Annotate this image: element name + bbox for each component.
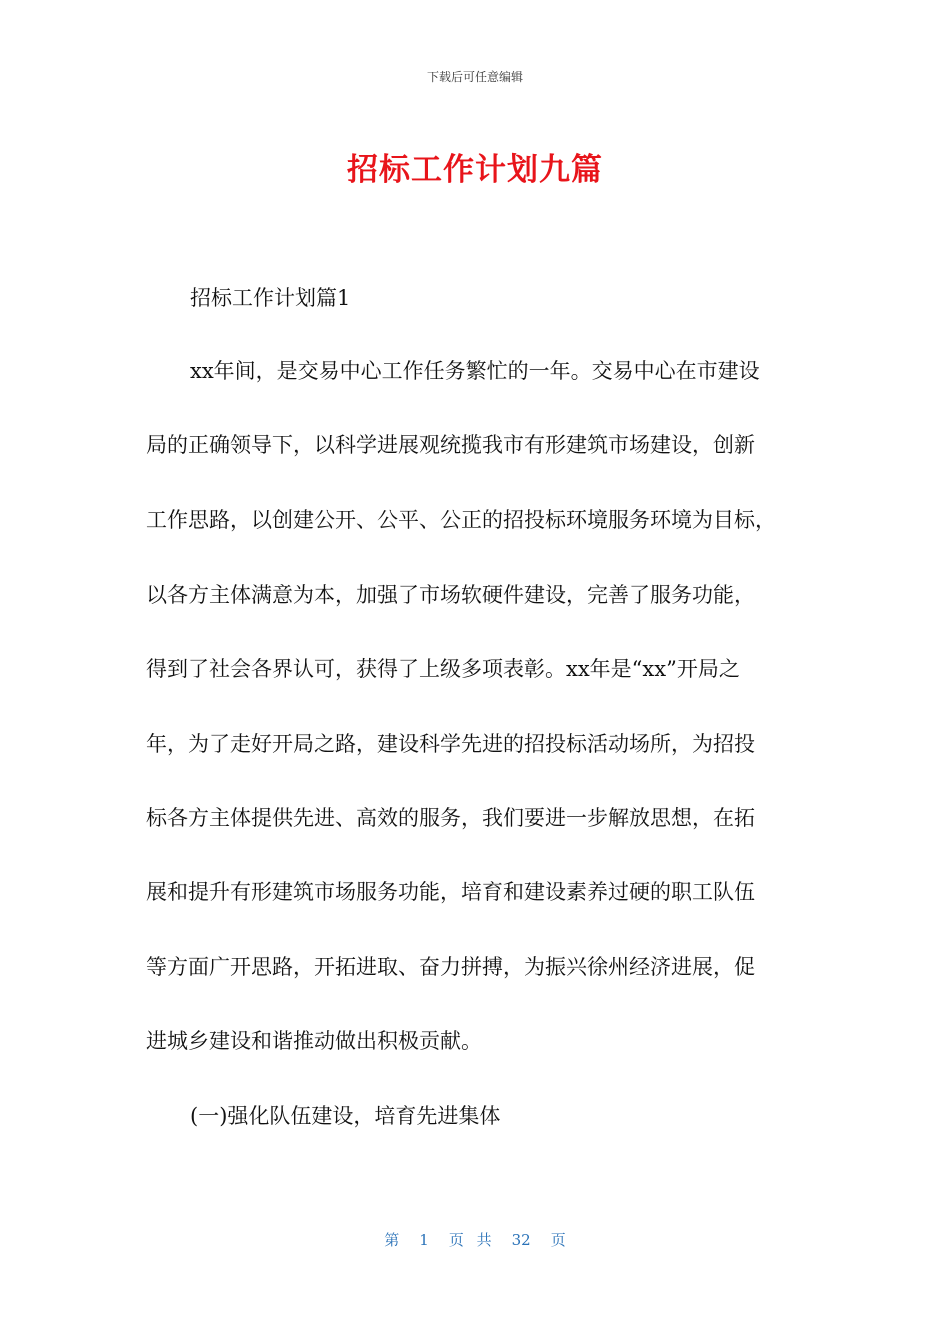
- paragraph-line-3: 工作思路，以创建公开、公平、公正的招投标环境服务环境为目标，: [146, 508, 776, 532]
- paragraph-line-5: 得到了社会各界认可，获得了上级多项表彰。xx年是“xx”开局之: [146, 657, 740, 681]
- paragraph-line-9: 等方面广开思路，开拓进取、奋力拼搏，为振兴徐州经济进展，促: [146, 955, 755, 979]
- download-note: 下载后可任意编辑: [426, 70, 523, 84]
- page-middle: 页 共: [448, 1231, 492, 1249]
- section-heading: 招标工作计划篇1: [190, 286, 351, 310]
- page-footer: [0, 1229, 950, 1250]
- paragraph-line-1: xx年间，是交易中心工作任务繁忙的一年。交易中心在市建设: [190, 359, 760, 383]
- page-number: 1: [419, 1231, 429, 1249]
- paragraph-line-8: 展和提升有形建筑市场服务功能，培育和建设素养过硬的职工队伍: [146, 880, 755, 904]
- paragraph-line-10: 进城乡建设和谐推动做出积极贡献。: [146, 1029, 482, 1053]
- document-title: 招标工作计划九篇: [347, 152, 603, 188]
- paragraph-line-7: 标各方主体提供先进、高效的服务，我们要进一步解放思想，在拓: [146, 806, 755, 830]
- paragraph-line-2: 局的正确领导下，以科学进展观统揽我市有形建筑市场建设，创新: [146, 433, 755, 457]
- subheading: (一)强化队伍建设，培育先进集体: [190, 1104, 501, 1128]
- page-suffix: 页: [550, 1231, 566, 1249]
- paragraph-line-6: 年，为了走好开局之路，建设科学先进的招投标活动场所，为招投: [146, 732, 755, 756]
- page-prefix: 第: [384, 1231, 400, 1249]
- page-total: 32: [511, 1231, 531, 1249]
- paragraph-line-4: 以各方主体满意为本，加强了市场软硬件建设，完善了服务功能，: [146, 583, 755, 607]
